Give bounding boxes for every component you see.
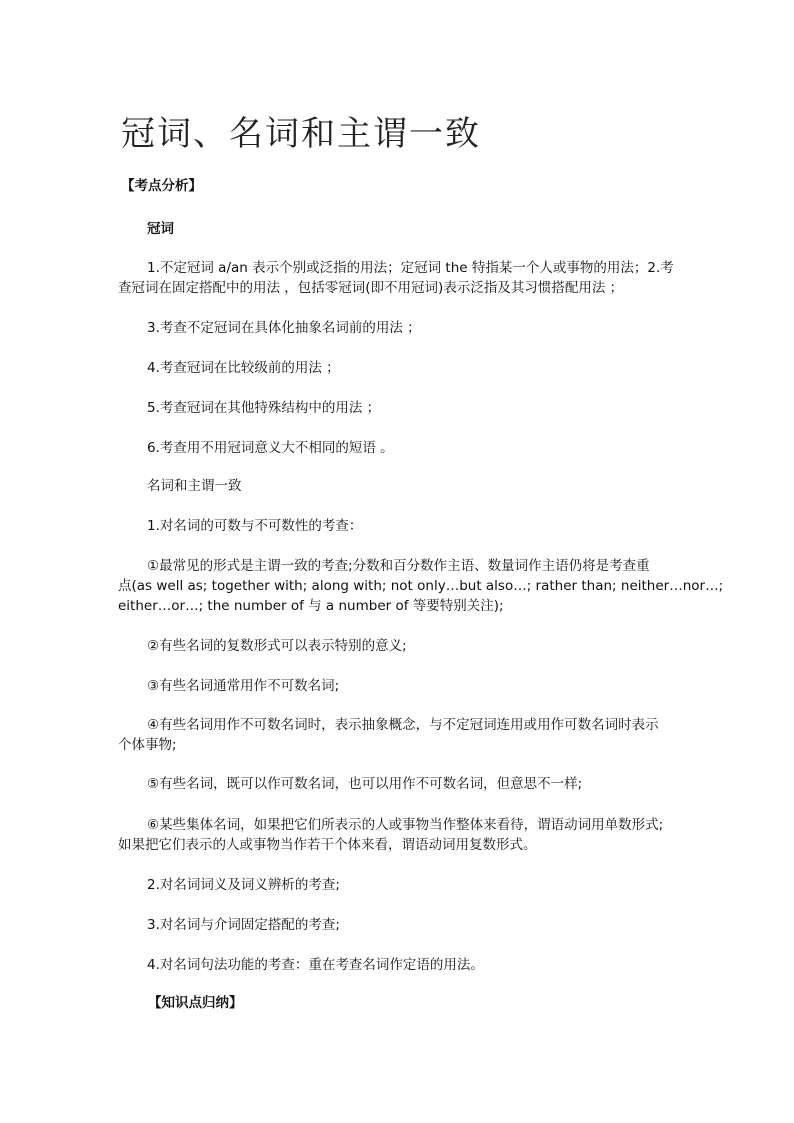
paragraph-1-line-2: 查冠词在固定搭配中的用法 ，包括零冠词(即不用冠词)表示泛指及其习惯搭配用法 ； [118,280,624,296]
paragraph-5: 5.考查冠词在其他特殊结构中的用法 ； [147,400,381,416]
paragraph-1-line-1: 1.不定冠词 a/an 表示个别或泛指的用法；定冠词 the 特指某一个人或事物的用法；2.考 [147,260,674,276]
noun-point-1: 1.对名词的可数与不可数性的考查： [147,518,363,534]
noun-item-4-line-1: ④有些名词用作不可数名词时，表示抽象概念，与不定冠词连用或用作可数名词时表示 [147,717,659,733]
page-title: 冠词、名词和主谓一致 [121,114,481,154]
paragraph-3: 3.考查不定冠词在具体化抽象名词前的用法 ； [147,320,421,336]
subheading-nouns: 名词和主谓一致 [147,478,242,494]
noun-item-1-line-2: 点(as well as; together with; along with; not only…but also…; rather than; neither…nor…; [118,578,724,594]
section-heading-summary: 【知识点归纳】 [148,995,243,1011]
noun-item-1-line-1: ①最常见的形式是主谓一致的考查;分数和百分数作主语、数量词作主语仍将是考查重 [147,558,650,574]
noun-point-2: 2.对名词词义及词义辨析的考查; [147,877,340,893]
noun-item-4-line-2: 个体事物; [118,737,177,753]
paragraph-4: 4.考查冠词在比较级前的用法 ； [147,360,340,376]
noun-item-6-line-2: 如果把它们表示的人或事物当作若干个体来看，谓语动词用复数形式。 [118,837,537,853]
noun-item-3: ③有些名词通常用作不可数名词; [147,678,340,694]
noun-point-3: 3.对名词与介词固定搭配的考查; [147,917,340,933]
noun-item-5: ⑤有些名词，既可以作可数名词，也可以用作不可数名词，但意思不一样; [147,776,583,792]
section-heading-analysis: 【考点分析】 [121,178,202,194]
noun-item-6-line-1: ⑥某些集体名词，如果把它们所表示的人或事物当作整体来看待，谓语动词用单数形式; [147,817,664,833]
noun-point-4: 4.对名词句法功能的考查：重在考查名词作定语的用法。 [147,957,484,973]
noun-item-1-line-3: either…or…; the number of 与 a number of 等要特别关注); [118,598,504,614]
noun-item-2: ②有些名词的复数形式可以表示特别的意义; [147,638,407,654]
subheading-articles: 冠词 [147,221,174,237]
paragraph-6: 6.考查用不用冠词意义大不相同的短语 。 [147,440,394,456]
